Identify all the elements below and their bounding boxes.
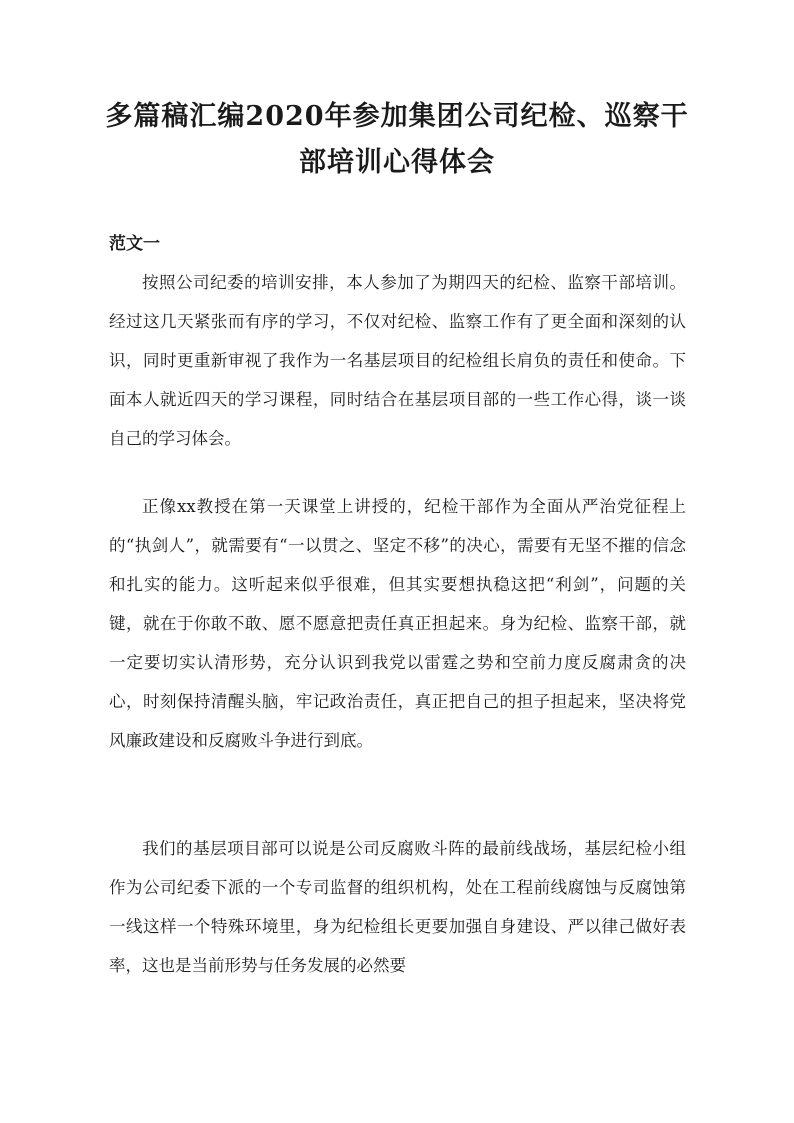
body-paragraph-1: 按照公司纪委的培训安排，本人参加了为期四天的纪检、监察干部培训。经过这几天紧张而有序的学习，不仅对纪检、监察工作有了更全面和深刻的认识，同时更重新审视了我作为一名基层项目的纪检组长肩负的责任和使命。下面本人就近四天的学习课程，同时结合在基层项目部的一些工作心得，谈一谈自己的学习体会。 [109,273,686,448]
body-paragraph-2: 正像xx教授在第一天课堂上讲授的，纪检干部作为全面从严治党征程上的“执剑人”，就需要有“一以贯之、坚定不移”的决心，需要有无坚不摧的信念和扎实的能力。这听起来似乎很难，但其实要想执稳这把“利剑”，问题的关键，就在于你敢不敢、愿不愿意把责任真正担起来。身为纪检、监察干部，就一定要切实认清形势，充分认识到我党以雷霆之势和空前力度反腐肃贪的决心，时刻保持清醒头脑，牢记政治责任，真正把自己的担子担起来，坚决将党风廉政建设和反腐败斗争进行到底。 [109,497,686,750]
document-title: 多篇稿汇编2020年参加集团公司纪检、巡察干部培训心得体会 [105,101,689,178]
section-label: 范文一 [109,234,160,254]
body-paragraph-3: 我们的基层项目部可以说是公司反腐败斗阵的最前线战场，基层纪检小组作为公司纪委下派的一个专司监督的组织机构，处在工程前线腐蚀与反腐蚀第一线这样一个特殊环境里，身为纪检组长更要加强自身建设、严以律己做好表率，这也是当前形势与任务发展的必然要 [109,839,686,975]
